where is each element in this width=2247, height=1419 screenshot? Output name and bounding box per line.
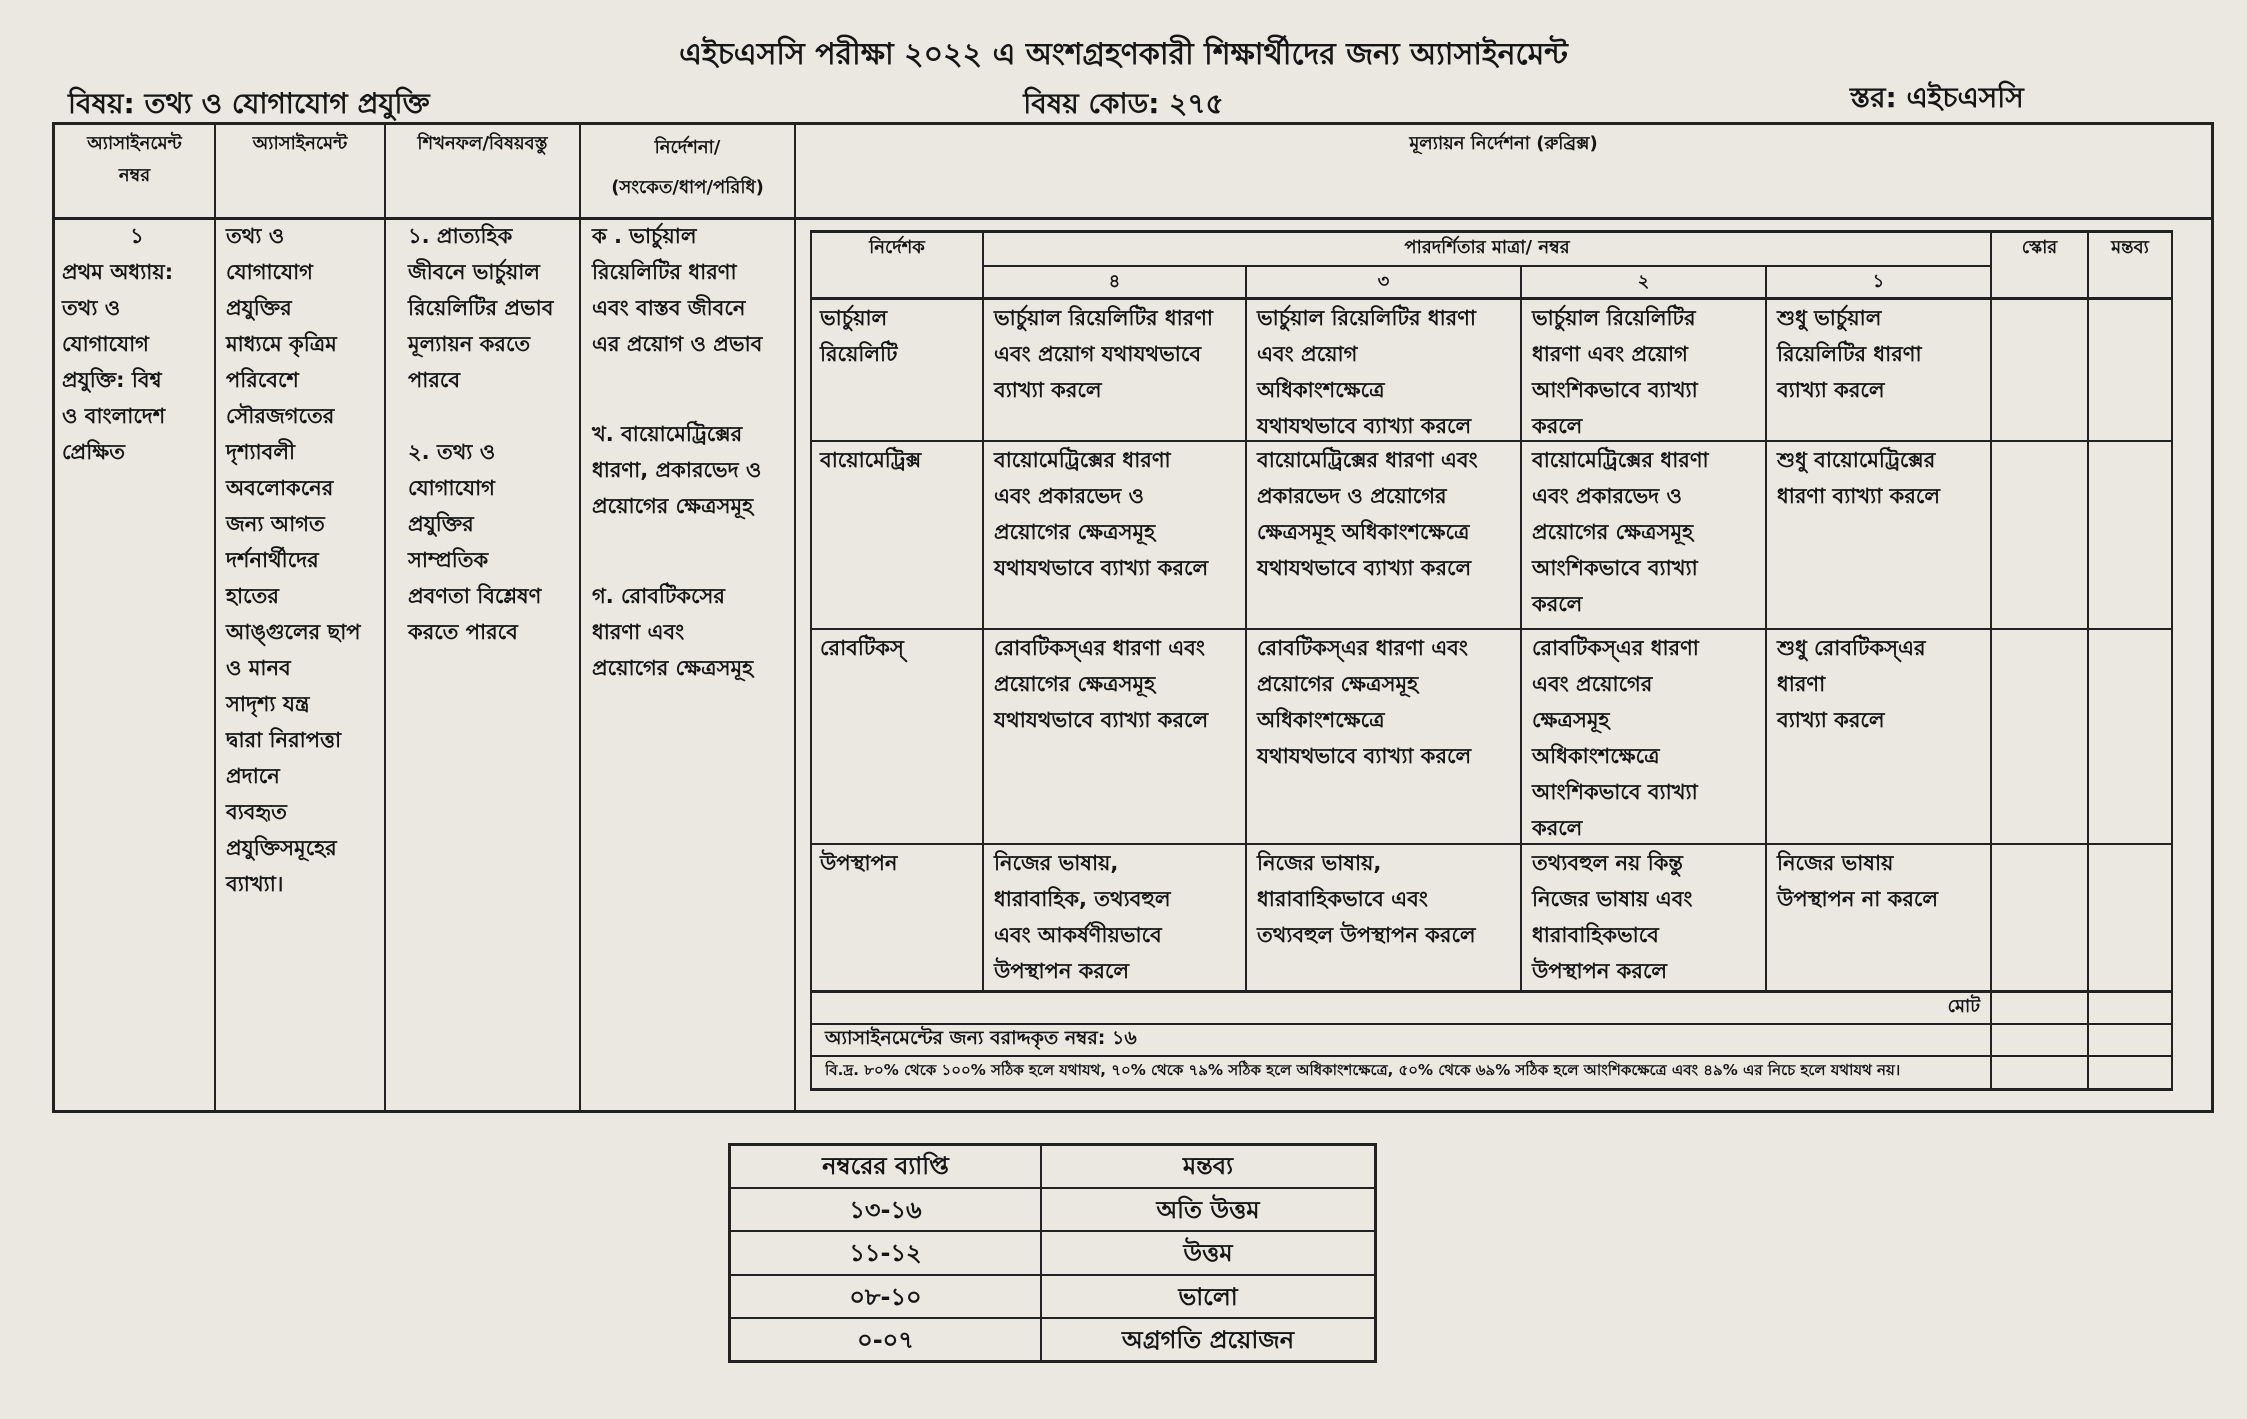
header-text: অ্যাসাইনমেন্ট <box>87 133 182 154</box>
rubric-cell-level-2 <box>1532 442 1765 622</box>
assignment-line: তথ্য ও <box>226 224 285 248</box>
rubric-line: এবং প্রকারভেদ ও <box>1532 484 1682 508</box>
grade-header: নম্বরের ব্যাপ্তি <box>822 1152 949 1180</box>
rubric-cell-level-3 <box>1257 300 1520 444</box>
assignment-number: ১ <box>130 224 144 248</box>
grade-range: ১৩-১৬ <box>849 1196 922 1224</box>
assignment-line: জন্য আগত <box>226 512 325 536</box>
assignment-line: দৃশ্যাবলী <box>226 440 295 464</box>
assignment-number-cell <box>62 218 212 470</box>
indicator-line: রোবটিকস্ <box>820 636 904 660</box>
rubric-line: এবং প্রয়োগের <box>1532 672 1653 696</box>
rubric-cell-level-1 <box>1777 845 1990 917</box>
rubric-line: বায়োমেট্রিক্সের ধারণা <box>994 448 1171 472</box>
rubric-line: প্রয়োগের ক্ষেত্রসমূহ <box>994 672 1156 696</box>
chapter-line: যোগাযোগ <box>62 332 149 356</box>
assignment-line: দর্শনার্থীদের <box>226 548 319 572</box>
rubric-cell-level-3 <box>1257 630 1520 774</box>
divider <box>1245 265 1247 992</box>
divider <box>2211 122 2214 1113</box>
assignment-text <box>226 218 384 902</box>
grade-remark: অগ্রগতি প্রয়োজন <box>1121 1326 1295 1354</box>
rubric-level-2: ২ <box>1637 271 1650 292</box>
assignment-line: পরিবেশে <box>226 368 299 392</box>
rubric-indicator <box>820 300 982 372</box>
chapter-line: প্রযুক্তি: বিশ্ব <box>62 368 162 392</box>
rubric-line: যথাযথভাবে ব্যাখ্যা করলে <box>994 556 1209 580</box>
instruction-3 <box>592 578 794 686</box>
rubric-line: ভার্চুয়াল রিয়েলিটির <box>1532 306 1696 330</box>
outcome-line: ২. তথ্য ও <box>408 440 496 464</box>
rubric-cell-level-4 <box>994 442 1245 586</box>
divider <box>52 122 2214 125</box>
rubric-line: ক্ষেত্রসমূহ অধিকাংশক্ষেত্রে <box>1257 520 1470 544</box>
divider <box>52 1110 2214 1113</box>
grade-range: ০-০৭ <box>857 1326 914 1354</box>
outcome-line: মূল্যায়ন করতে <box>408 332 531 356</box>
divider <box>214 122 216 1113</box>
divider <box>1374 1143 1377 1363</box>
rubric-line: প্রয়োগের ক্ষেত্রসমূহ <box>994 520 1156 544</box>
rubric-indicator <box>820 630 982 666</box>
rubric-line: নিজের ভাষায়, <box>994 851 1119 875</box>
rubric-line: ভার্চুয়াল রিয়েলিটির ধারণা <box>994 306 1214 330</box>
instruction-line: ধারণা, প্রকারভেদ ও <box>592 458 762 482</box>
header-text: নির্দেশনা/ <box>654 137 721 158</box>
rubric-line: রোবটিকস্এর ধারণা এবং <box>1257 636 1468 660</box>
rubric-line: যথাযথভাবে ব্যাখ্যা করলে <box>1257 744 1472 768</box>
rubric-line: ব্যাখ্যা করলে <box>994 378 1102 402</box>
chapter-text <box>62 254 212 470</box>
divider <box>810 1088 2173 1091</box>
rubric-level-1: ১ <box>1872 271 1885 292</box>
instruction-line: ধারণা এবং <box>592 620 685 644</box>
rubric-line: করলে <box>1532 592 1583 616</box>
rubric-line: এবং প্রয়োগ <box>1257 342 1358 366</box>
rubric-cell-level-1 <box>1777 300 1990 408</box>
rubric-line: নিজের ভাষায় এবং <box>1532 887 1693 911</box>
rubric-line: করলে <box>1532 414 1583 438</box>
rubric-line: ধারণা এবং প্রয়োগ <box>1532 342 1688 366</box>
rubric-line: অধিকাংশক্ষেত্রে <box>1257 708 1385 732</box>
rubric-line: এবং প্রকারভেদ ও <box>994 484 1144 508</box>
assignment-line: প্রযুক্তির <box>226 296 292 320</box>
rubric-line: প্রয়োগের ক্ষেত্রসমূহ <box>1532 520 1694 544</box>
grade-header: মন্তব্য <box>1182 1152 1234 1180</box>
rubric-line: উপস্থাপন না করলে <box>1777 887 1938 911</box>
outcome-line: জীবনে ভার্চুয়াল <box>408 260 540 284</box>
divider <box>794 122 796 1113</box>
grade-remark: ভালো <box>1178 1283 1238 1311</box>
outcome-line: যোগাযোগ <box>408 476 495 500</box>
divider <box>1520 265 1522 992</box>
rubric-cell-level-4 <box>994 845 1245 989</box>
rubric-cell-level-3 <box>1257 442 1520 586</box>
header-text: নম্বর <box>118 165 151 186</box>
outcome-line: প্রযুক্তির <box>408 512 474 536</box>
assigned-marks: অ্যাসাইনমেন্টের জন্য বরাদ্দকৃত নম্বর: ১৬ <box>825 1027 1137 1049</box>
assignment-line: সৌরজগতের <box>226 404 335 428</box>
rubric-cell-level-4 <box>994 630 1245 738</box>
instruction-1 <box>592 218 794 362</box>
rubric-header-indicator: নির্দেশক <box>869 237 925 258</box>
grade-remark: অতি উত্তম <box>1156 1196 1260 1224</box>
rubric-line: শুধু বায়োমেট্রিক্সের <box>1777 448 1936 472</box>
chapter-line: প্রথম অধ্যায়: <box>62 260 174 284</box>
grade-range: ১১-১২ <box>849 1239 922 1267</box>
rubric-line: করলে <box>1532 816 1583 840</box>
learning-outcome-text <box>408 218 580 650</box>
total-label: মোট <box>1947 996 1980 1017</box>
outcome-line: সাম্প্রতিক <box>408 548 489 572</box>
assignment-line: ব্যবহৃত <box>226 800 287 824</box>
header-instructions <box>581 128 794 208</box>
outcome-line: প্রবণতা বিশ্লেষণ <box>408 584 542 608</box>
instruction-line: গ. রোবটিকসের <box>592 584 725 608</box>
chapter-line: ও বাংলাদেশ <box>62 404 166 428</box>
divider <box>982 230 984 992</box>
rubric-line: উপস্থাপন করলে <box>1532 959 1668 983</box>
outcome-line: ১. প্রাত্যহিক <box>408 224 513 248</box>
instruction-line: রিয়েলিটির ধারণা <box>592 260 737 284</box>
rubric-line: ভার্চুয়াল রিয়েলিটির ধারণা <box>1257 306 1477 330</box>
instruction-line: খ. বায়োমেট্রিক্সের <box>592 422 743 446</box>
rubric-cell-level-2 <box>1532 630 1765 846</box>
assignment-line: ও মানব <box>226 656 291 680</box>
rubric-line: তথ্যবহুল উপস্থাপন করলে <box>1257 923 1476 947</box>
assignment-line: মাধ্যমে কৃত্রিম <box>226 332 337 356</box>
rubric-line: যথাযথভাবে ব্যাখ্যা করলে <box>994 708 1209 732</box>
rubric-line: শুধু ভার্চুয়াল <box>1777 306 1882 330</box>
page-title: এইচএসসি পরীক্ষা ২০২২ এ অংশগ্রহণকারী শিক্ষার্থীদের জন্য অ্যাসাইনমেন্ট <box>679 37 1568 72</box>
rubric-cell-level-2 <box>1532 845 1765 989</box>
assignment-line: দ্বারা নিরাপত্তা <box>226 728 342 752</box>
instruction-line: প্রয়োগের ক্ষেত্রসমূহ <box>592 656 754 680</box>
outcome-line: রিয়েলিটির প্রভাব <box>408 296 554 320</box>
divider <box>1990 230 1992 1091</box>
rubric-indicator <box>820 845 982 881</box>
instructions-text <box>592 218 794 686</box>
rubric-line: যথাযথভাবে ব্যাখ্যা করলে <box>1257 414 1472 438</box>
rubric-line: ধারাবাহিকভাবে <box>1532 923 1659 947</box>
divider <box>2087 230 2089 1091</box>
divider <box>810 230 812 1091</box>
rubric-line: ধারণা ব্যাখ্যা করলে <box>1777 484 1940 508</box>
rubric-line: প্রকারভেদ ও প্রয়োগের <box>1257 484 1447 508</box>
rubric-line: যথাযথভাবে ব্যাখ্যা করলে <box>1257 556 1472 580</box>
evaluation-note: বি.দ্র. ৮০% থেকে ১০০% সঠিক হলে যথাযথ, ৭০% থেকে ৭৯% সঠিক হলে অধিকাংশক্ষেত্রে, ৫০% থেকে ৬৯% সঠিক হলে আংশিকক্ষেত্রে এবং ৪৯% এর নিচে হলে যথাযথ নয়। <box>825 1061 1901 1079</box>
outcome-line: করতে পারবে <box>408 620 518 644</box>
divider <box>52 122 55 1113</box>
subject-code: বিষয় কোড: ২৭৫ <box>1023 87 1224 120</box>
chapter-line: প্রেক্ষিত <box>62 440 125 464</box>
instruction-line: এর প্রয়োগ ও প্রভাব <box>592 332 763 356</box>
rubric-header-remark: মন্তব্য <box>2111 237 2149 258</box>
rubric-header-level: পারদর্শিতার মাত্রা/ নম্বর <box>1404 237 1570 258</box>
divider <box>2171 230 2173 1091</box>
rubric-line: এবং প্রয়োগ যথাযথভাবে <box>994 342 1202 366</box>
instruction-line: প্রয়োগের ক্ষেত্রসমূহ <box>592 494 754 518</box>
header-text: (সংকেত/ধাপ/পরিধি) <box>611 177 764 198</box>
rubric-cell-level-4 <box>994 300 1245 408</box>
rubric-level-4: ৪ <box>1108 271 1121 292</box>
rubric-line: আংশিকভাবে ব্যাখ্যা <box>1532 556 1698 580</box>
assignment-line: হাতের <box>226 584 279 608</box>
divider <box>384 122 386 1113</box>
assignment-line: যোগাযোগ <box>226 260 313 284</box>
header-evaluation: মূল্যায়ন নির্দেশনা (রুব্রিক্স) <box>1409 133 1598 154</box>
rubric-level-3: ৩ <box>1377 271 1390 292</box>
header-learning-outcome: শিখনফল/বিষয়বস্তু <box>417 133 548 154</box>
assignment-line: আঙ্গুলের ছাপ <box>226 620 361 644</box>
rubric-line: রিয়েলিটির ধারণা <box>1777 342 1922 366</box>
grade-range: ০৮-১০ <box>849 1283 922 1311</box>
indicator-line: বায়োমেট্রিক্স <box>820 448 922 472</box>
rubric-line: ধারাবাহিক, তথ্যবহুল <box>994 887 1171 911</box>
rubric-cell-level-3 <box>1257 845 1520 953</box>
instruction-line: ক . ভার্চুয়াল <box>592 224 697 248</box>
rubric-line: রোবটিকস্এর ধারণা <box>1532 636 1699 660</box>
assignment-line: সাদৃশ্য যন্ত্র <box>226 692 310 716</box>
subject-label: বিষয়: তথ্য ও যোগাযোগ প্রযুক্তি <box>68 87 430 120</box>
rubric-cell-level-1 <box>1777 630 1990 738</box>
chapter-line: তথ্য ও <box>62 296 121 320</box>
learning-outcome-2 <box>408 434 580 650</box>
indicator-line: ভার্চুয়াল <box>820 306 888 330</box>
instruction-line: এবং বাস্তব জীবনে <box>592 296 746 320</box>
rubric-line: আংশিকভাবে ব্যাখ্যা <box>1532 378 1698 402</box>
divider <box>1765 265 1767 992</box>
rubric-line: ধারাবাহিকভাবে এবং <box>1257 887 1428 911</box>
indicator-line: উপস্থাপন <box>820 851 898 875</box>
rubric-header-score: স্কোর <box>2021 237 2058 258</box>
learning-outcome-1 <box>408 218 580 398</box>
rubric-line: অধিকাংশক্ষেত্রে <box>1257 378 1385 402</box>
rubric-line: নিজের ভাষায়, <box>1257 851 1382 875</box>
grade-remark: উত্তম <box>1183 1239 1233 1267</box>
rubric-line: ধারণা <box>1777 672 1826 696</box>
rubric-line: আংশিকভাবে ব্যাখ্যা <box>1532 780 1698 804</box>
header-assignment: অ্যাসাইনমেন্ট <box>252 133 348 154</box>
rubric-cell-level-2 <box>1532 300 1765 444</box>
rubric-line: ব্যাখ্যা করলে <box>1777 378 1885 402</box>
assignment-line: ব্যাখ্যা। <box>226 872 284 896</box>
rubric-line: অধিকাংশক্ষেত্রে <box>1532 744 1660 768</box>
assignment-line: প্রদানে <box>226 764 280 788</box>
rubric-line: শুধু রোবটিকস্এর <box>1777 636 1926 660</box>
assignment-line: অবলোকনের <box>226 476 334 500</box>
rubric-line: এবং আকর্ষণীয়ভাবে <box>994 923 1162 947</box>
level-label: স্তর: এইচএসসি <box>1850 81 2024 114</box>
rubric-line: তথ্যবহুল নয় কিন্তু <box>1532 851 1683 875</box>
assignment-line: প্রযুক্তিসমূহের <box>226 836 337 860</box>
rubric-line: রোবটিকস্এর ধারণা এবং <box>994 636 1205 660</box>
instruction-2 <box>592 416 794 524</box>
rubric-line: নিজের ভাষায় <box>1777 851 1894 875</box>
indicator-line: রিয়েলিটি <box>820 342 898 366</box>
rubric-indicator <box>820 442 982 478</box>
rubric-line: প্রয়োগের ক্ষেত্রসমূহ <box>1257 672 1419 696</box>
rubric-line: ক্ষেত্রসমূহ <box>1532 708 1610 732</box>
rubric-line: ব্যাখ্যা করলে <box>1777 708 1885 732</box>
rubric-line: বায়োমেট্রিক্সের ধারণা <box>1532 448 1709 472</box>
rubric-cell-level-1 <box>1777 442 1990 514</box>
header-assignment-no <box>55 128 214 192</box>
outcome-line: পারবে <box>408 368 461 392</box>
rubric-line: বায়োমেট্রিক্সের ধারণা এবং <box>1257 448 1478 472</box>
rubric-line: উপস্থাপন করলে <box>994 959 1130 983</box>
